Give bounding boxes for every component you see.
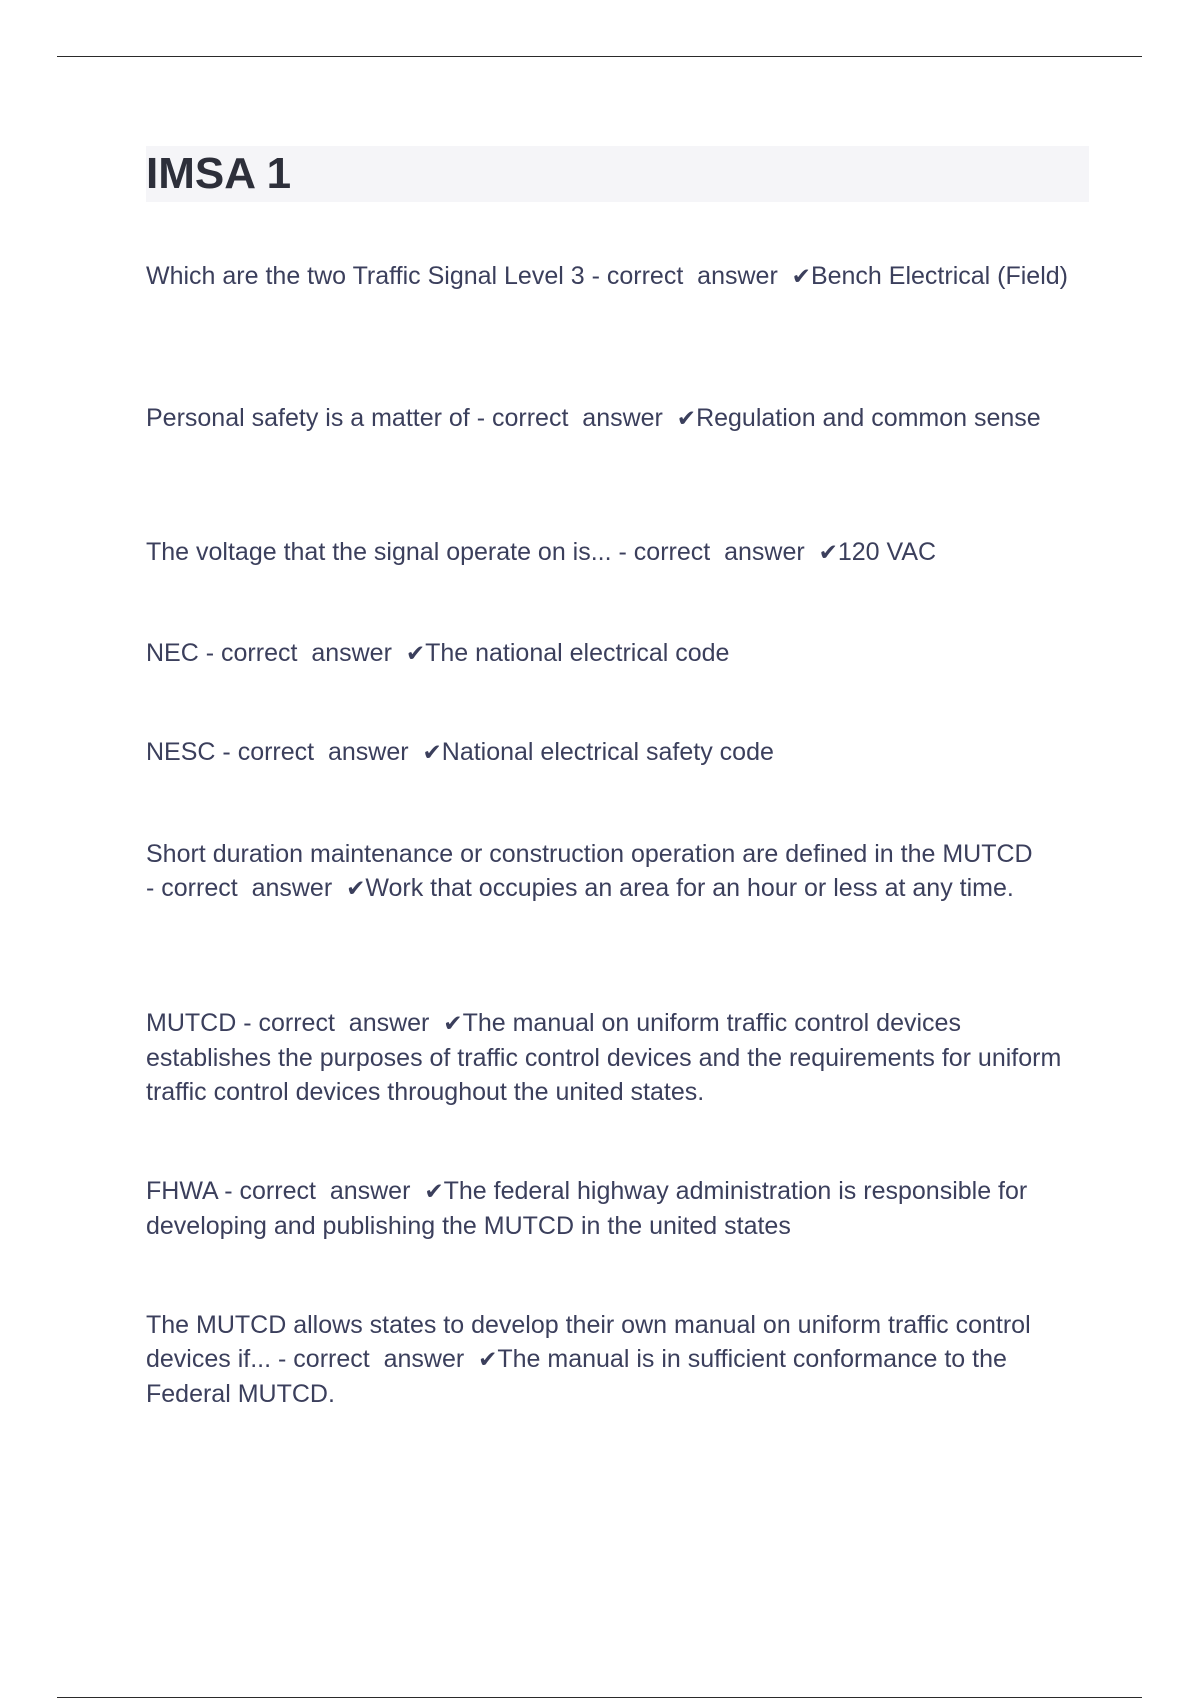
- answer-text: National electrical safety code: [441, 738, 774, 766]
- qa-item: [146, 1174, 1092, 1243]
- qa-item: [146, 837, 1092, 906]
- check-icon: ✔: [791, 264, 811, 290]
- check-icon: ✔: [676, 406, 697, 432]
- qa-item: [146, 401, 1092, 436]
- qa-item: [146, 636, 1092, 671]
- check-icon: ✔: [478, 1347, 498, 1373]
- question-text: FHWA: [146, 1177, 218, 1205]
- answer-text: The manual is in sufficient conformance to the Federal MUTCD.: [146, 1345, 1007, 1408]
- check-icon: ✔: [405, 641, 426, 667]
- question-text: Personal safety is a matter of: [146, 404, 470, 432]
- check-icon: ✔: [443, 1011, 463, 1037]
- answer-text: 120 VAC: [837, 538, 937, 566]
- qa-item: [146, 1006, 1092, 1109]
- qa-item: [146, 535, 1092, 570]
- answer-text: Bench Electrical (Field): [810, 262, 1068, 290]
- check-icon: ✔: [422, 740, 442, 766]
- question-text: MUTCD: [146, 1009, 237, 1037]
- answer-text: The manual on uniform traffic control devices establishes the purposes of traffic control devices and the requirements for uniform traffic control devices throughout the united states.: [146, 1009, 1062, 1106]
- footer-rule: [57, 1697, 1142, 1698]
- answer-marker: - correct answer: [278, 1345, 479, 1373]
- question-text: Short duration maintenance or construction operation are defined in the MUTCD: [146, 840, 1033, 868]
- question-text: The voltage that the signal operate on is...: [146, 538, 612, 566]
- check-icon: ✔: [818, 540, 838, 566]
- answer-marker: - correct answer: [205, 639, 406, 667]
- answer-marker: - correct answer: [618, 538, 819, 566]
- answer-text: Regulation and common sense: [696, 404, 1041, 432]
- header-rule: [57, 56, 1142, 57]
- answer-marker: - correct answer: [224, 1177, 425, 1205]
- qa-item: [146, 251, 1092, 303]
- question-text: NEC: [146, 639, 199, 667]
- check-icon: ✔: [346, 876, 366, 902]
- page-title: IMSA 1: [146, 149, 292, 198]
- answer-text: The national electrical code: [425, 639, 730, 667]
- answer-marker: - correct answer: [591, 262, 792, 290]
- answer-marker: - correct answer: [476, 404, 677, 432]
- qa-item: [146, 735, 1092, 770]
- answer-marker: - correct answer: [146, 874, 347, 902]
- question-text: Which are the two Traffic Signal Level 3: [146, 262, 585, 290]
- qa-item: [146, 1308, 1092, 1411]
- check-icon: ✔: [424, 1179, 444, 1205]
- question-text: The MUTCD allows states to develop their own manual on uniform traffic control devices if...: [146, 1311, 1031, 1373]
- answer-text: The federal highway administration is responsible for developing and publishing the MUTCD in the united states: [146, 1177, 1028, 1240]
- question-text: NESC: [146, 738, 216, 766]
- answer-text: Work that occupies an area for an hour or less at any time.: [365, 874, 1014, 902]
- answer-marker: - correct answer: [243, 1009, 444, 1037]
- answer-marker: - correct answer: [222, 738, 423, 766]
